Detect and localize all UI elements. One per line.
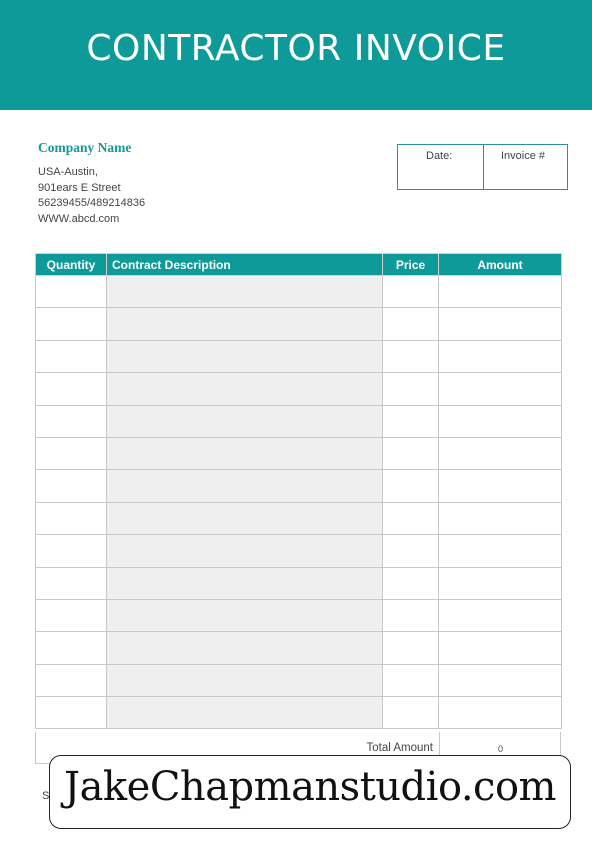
quantity-cell[interactable] bbox=[36, 664, 107, 696]
amount-cell[interactable] bbox=[439, 599, 562, 631]
quantity-cell[interactable] bbox=[36, 405, 107, 437]
quantity-cell[interactable] bbox=[36, 502, 107, 534]
quantity-cell[interactable] bbox=[36, 697, 107, 729]
description-cell[interactable] bbox=[107, 535, 383, 567]
table-row bbox=[36, 276, 562, 308]
amount-cell[interactable] bbox=[439, 276, 562, 308]
price-cell[interactable] bbox=[383, 470, 439, 502]
date-label: Date: bbox=[426, 150, 453, 162]
price-cell[interactable] bbox=[383, 632, 439, 664]
description-cell[interactable] bbox=[107, 567, 383, 599]
company-address-line-1: USA-Austin, bbox=[38, 166, 98, 178]
quantity-cell[interactable] bbox=[36, 340, 107, 372]
amount-cell[interactable] bbox=[439, 664, 562, 696]
table-row bbox=[36, 437, 562, 469]
watermark-text: JakeChapmanstudio.com bbox=[64, 764, 556, 810]
amount-cell[interactable] bbox=[439, 437, 562, 469]
amount-cell[interactable] bbox=[439, 632, 562, 664]
description-cell[interactable] bbox=[107, 664, 383, 696]
quantity-cell[interactable] bbox=[36, 567, 107, 599]
description-cell[interactable] bbox=[107, 405, 383, 437]
quantity-cell[interactable] bbox=[36, 373, 107, 405]
price-cell[interactable] bbox=[383, 405, 439, 437]
invoice-number-label: Invoice # bbox=[501, 150, 546, 162]
price-cell[interactable] bbox=[383, 308, 439, 340]
amount-cell[interactable] bbox=[439, 340, 562, 372]
description-cell[interactable] bbox=[107, 276, 383, 308]
header-description: Contract Description bbox=[107, 254, 383, 276]
price-cell[interactable] bbox=[383, 373, 439, 405]
description-cell[interactable] bbox=[107, 437, 383, 469]
header-banner bbox=[0, 0, 592, 110]
amount-cell[interactable] bbox=[439, 535, 562, 567]
table-row bbox=[36, 340, 562, 372]
table-row bbox=[36, 697, 562, 729]
table-row bbox=[36, 502, 562, 534]
table-row bbox=[36, 535, 562, 567]
company-name: Company Name bbox=[38, 140, 132, 155]
table-row bbox=[36, 632, 562, 664]
price-cell[interactable] bbox=[383, 697, 439, 729]
company-website: WWW.abcd.com bbox=[38, 213, 120, 225]
quantity-cell[interactable] bbox=[36, 599, 107, 631]
description-cell[interactable] bbox=[107, 308, 383, 340]
price-cell[interactable] bbox=[383, 567, 439, 599]
price-cell[interactable] bbox=[383, 599, 439, 631]
quantity-cell[interactable] bbox=[36, 632, 107, 664]
company-address-line-2: 901ears E Street bbox=[38, 182, 121, 194]
header-amount: Amount bbox=[439, 254, 562, 276]
amount-cell[interactable] bbox=[439, 470, 562, 502]
quantity-cell[interactable] bbox=[36, 276, 107, 308]
quantity-cell[interactable] bbox=[36, 437, 107, 469]
company-phone: 56239455/489214836 bbox=[38, 197, 146, 209]
price-cell[interactable] bbox=[383, 340, 439, 372]
description-cell[interactable] bbox=[107, 697, 383, 729]
amount-cell[interactable] bbox=[439, 405, 562, 437]
line-items-table bbox=[35, 253, 562, 729]
invoice-title: CONTRACTOR INVOICE bbox=[86, 28, 506, 69]
description-cell[interactable] bbox=[107, 470, 383, 502]
table-row bbox=[36, 308, 562, 340]
amount-cell[interactable] bbox=[439, 308, 562, 340]
description-cell[interactable] bbox=[107, 373, 383, 405]
meta-divider bbox=[483, 145, 484, 189]
watermark-banner bbox=[49, 755, 571, 829]
total-amount-value: 0 bbox=[498, 744, 504, 754]
table-row bbox=[36, 599, 562, 631]
description-cell[interactable] bbox=[107, 502, 383, 534]
amount-cell[interactable] bbox=[439, 502, 562, 534]
header-quantity: Quantity bbox=[36, 254, 107, 276]
table-header-row bbox=[36, 254, 562, 276]
price-cell[interactable] bbox=[383, 535, 439, 567]
invoice-meta-box bbox=[397, 144, 568, 190]
table-row bbox=[36, 470, 562, 502]
amount-cell[interactable] bbox=[439, 567, 562, 599]
description-cell[interactable] bbox=[107, 599, 383, 631]
header-price: Price bbox=[383, 254, 439, 276]
price-cell[interactable] bbox=[383, 437, 439, 469]
amount-cell[interactable] bbox=[439, 373, 562, 405]
table-row bbox=[36, 664, 562, 696]
total-amount-label: Total Amount bbox=[366, 742, 433, 754]
table-row bbox=[36, 567, 562, 599]
price-cell[interactable] bbox=[383, 664, 439, 696]
price-cell[interactable] bbox=[383, 276, 439, 308]
quantity-cell[interactable] bbox=[36, 308, 107, 340]
quantity-cell[interactable] bbox=[36, 535, 107, 567]
quantity-cell[interactable] bbox=[36, 470, 107, 502]
description-cell[interactable] bbox=[107, 632, 383, 664]
table-row bbox=[36, 373, 562, 405]
table-row bbox=[36, 405, 562, 437]
price-cell[interactable] bbox=[383, 502, 439, 534]
footer-text: S bbox=[42, 790, 50, 802]
description-cell[interactable] bbox=[107, 340, 383, 372]
amount-cell[interactable] bbox=[439, 697, 562, 729]
